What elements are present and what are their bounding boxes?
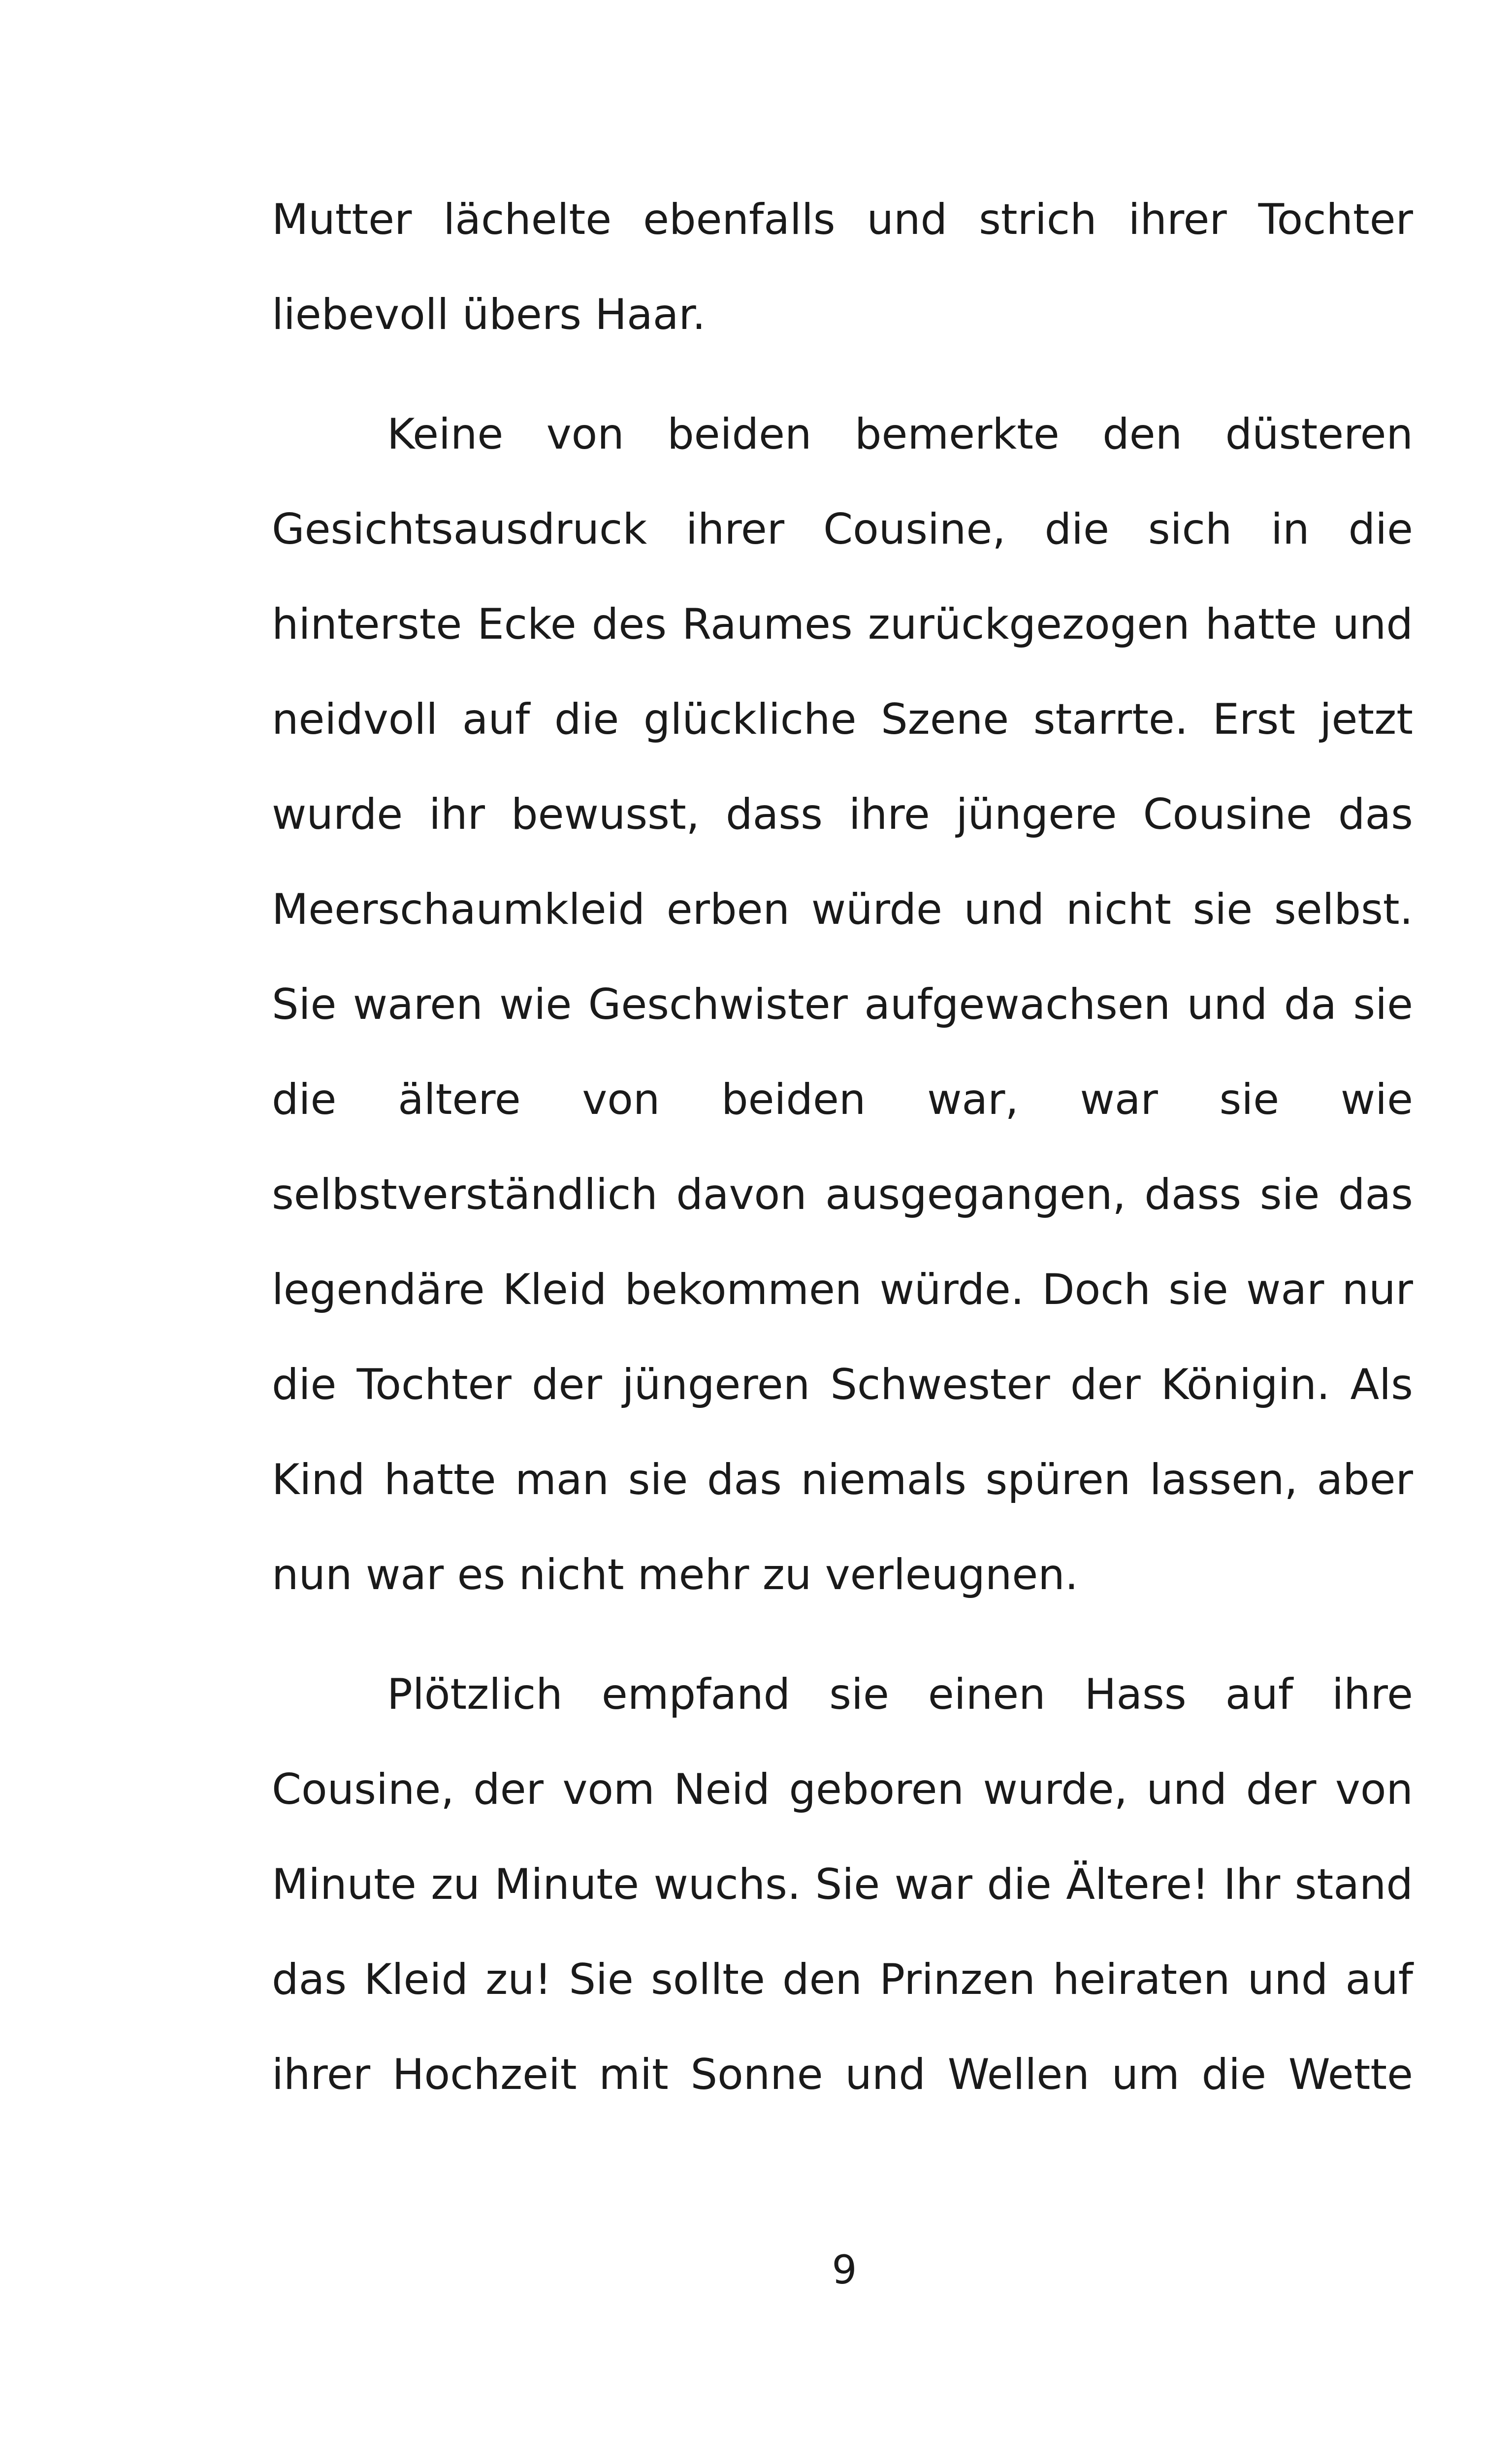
page-number: 9 [832,2247,857,2293]
paragraph-3: Plötzlich empfand sie einen Hass auf ihre Cousine, der vom Neid geboren wurde, und der von Minute zu Minute wuchs. Sie war die Ältere! Ihr stand das Kleid zu! Sie sollte den Prinzen heiraten und auf ihrer Hochzeit mit Sonne und Wellen um die Wette [272,1670,1413,2099]
body-text [272,172,1413,2122]
paragraph-2: Keine von beiden bemerkte den düsteren Gesichtsausdruck ihrer Cousine, die sich in die hinterste Ecke des Raumes zurückgezogen hatte und neidvoll auf die glückliche Szene starrte. Erst jetzt wurde ihr bewusst, dass ihre jüngere Cousine das Meerschaumkleid erben würde und nicht sie selbst. Sie waren wie Geschwister aufgewachsen und da sie die ältere von beiden war, war sie wie selbstverständlich davon ausgegangen, dass sie das legendäre Kleid bekommen würde. Doch sie war nur die Tochter der jüngeren Schwester der Königin. Als Kind hatte man sie das niemals spüren lassen, aber nun war es nicht mehr zu verleugnen. [272,410,1413,1599]
paragraph-1: Mutter lächelte ebenfalls und strich ihrer Tochter liebevoll übers Haar. [272,195,1413,339]
